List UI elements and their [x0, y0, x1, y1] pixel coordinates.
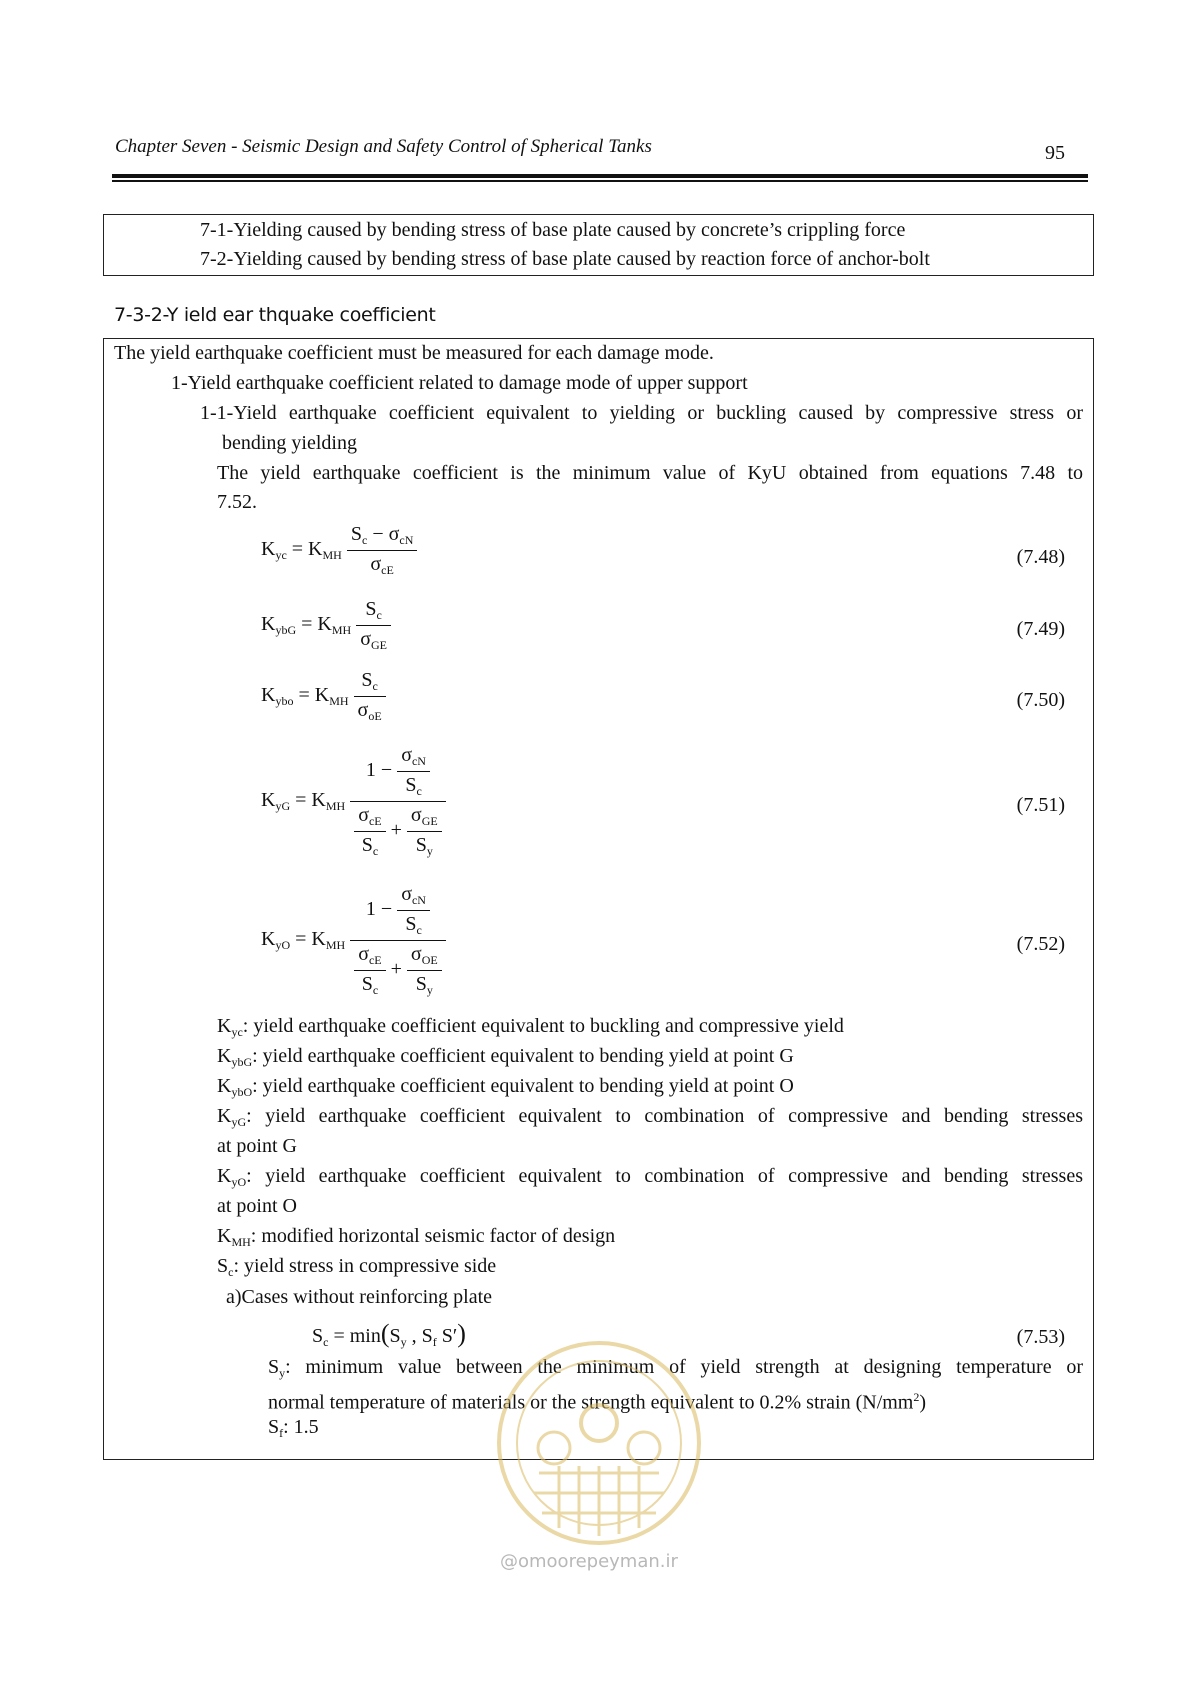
definition-kybo: $K_{ybO}$: yield earthquake coefficient equivalent to bending yield at point O — [217, 1075, 794, 1099]
header-rule-thick — [112, 174, 1088, 178]
section-heading: 7-3-2-Y ield ear thquake coefficient — [114, 304, 436, 326]
equation-7-48: $K_{yc} = K_{MH}$ $\frac{S_c - \sigma_{cN}}{\sigma_{cE}}$ — [261, 523, 417, 578]
equation-7-51: $K_{yG} = K_{MH}$ 1 − $\frac{\sigma_{cN}}{S_c}$ $\frac{\sigma_{cE}}{S_c}$ + $\frac{\sigma_{GE}}{S_y}$ — [261, 744, 446, 859]
page-number: 95 — [1045, 142, 1065, 164]
paragraph-line2: 7.52. — [217, 491, 257, 513]
equation-7-49: $K_{ybG} = K_{MH}$ $\frac{S_c}{\sigma_{GE}}$ — [261, 598, 391, 653]
paragraph-line1: The yield earthquake coefficient is the minimum value of KyU obtained from equations 7.48 to — [217, 462, 1083, 484]
equation-number-7-49: (7.49) — [1016, 618, 1065, 640]
item-1-1-line1: 1-1-Yield earthquake coefficient equivalent to yielding or buckling caused by compressive stress or — [200, 402, 1083, 424]
equation-7-53: $S_c = \min(S_y$ , $S_f$ S′) — [312, 1319, 466, 1349]
equation-number-7-50: (7.50) — [1016, 689, 1065, 711]
definition-sf: $S_f$: 1.5 — [268, 1416, 319, 1440]
definition-kyc: $K_{yc}$: yield earthquake coefficient equivalent to buckling and compressive yield — [217, 1015, 844, 1039]
equation-number-7-52: (7.52) — [1016, 933, 1065, 955]
definition-kyg-line2: at point G — [217, 1135, 297, 1157]
case-a-label: a)Cases without reinforcing plate — [226, 1286, 493, 1308]
equation-7-50: $K_{ybo} = K_{MH}$ $\frac{S_c}{\sigma_{oE}}$ — [261, 669, 386, 724]
definition-kyo-line1: $K_{yO}$: yield earthquake coefficient equivalent to combination of compressive and bending stresses — [217, 1165, 1083, 1189]
definition-kyo-line2: at point O — [217, 1195, 297, 1217]
definition-kybg: $K_{ybG}$: yield earthquake coefficient equivalent to bending yield at point G — [217, 1045, 794, 1069]
definition-sy-line1: $S_y$: minimum value between the minimum of yield strength at designing temperature or — [268, 1356, 1083, 1380]
equation-number-7-53: (7.53) — [1016, 1326, 1065, 1348]
chapter-title: Chapter Seven - Seismic Design and Safety Control of Spherical Tanks — [115, 136, 652, 157]
equation-number-7-48: (7.48) — [1016, 546, 1065, 568]
item-1: 1-Yield earthquake coefficient related to damage mode of upper support — [171, 372, 748, 394]
watermark-logo — [494, 1338, 704, 1548]
definition-sy-line2: normal temperature of materials or the strength equivalent to 0.2% strain $(N/mm^2)$ — [268, 1390, 927, 1414]
equation-number-7-51: (7.51) — [1016, 794, 1065, 816]
damage-mode-7-1: 7-1-Yielding caused by bending stress of base plate caused by concrete’s crippling force — [200, 219, 906, 241]
intro-text: The yield earthquake coefficient must be measured for each damage mode. — [114, 342, 714, 364]
damage-mode-box — [103, 214, 1094, 276]
watermark-text: @omoorepeyman.ir — [500, 1551, 678, 1572]
definition-kmh: $K_{MH}$: modified horizontal seismic factor of design — [217, 1225, 616, 1249]
definition-kyg-line1: $K_{yG}$: yield earthquake coefficient equivalent to combination of compressive and bending stresses — [217, 1105, 1083, 1129]
equation-7-52: $K_{yO} = K_{MH}$ 1 − $\frac{\sigma_{cN}}{S_c}$ $\frac{\sigma_{cE}}{S_c}$ + $\frac{\sigma_{OE}}{S_y}$ — [261, 883, 446, 998]
header-rule-thin — [112, 180, 1088, 182]
definition-sc: $S_c$: yield stress in compressive side — [217, 1255, 497, 1279]
damage-mode-7-2: 7-2-Yielding caused by bending stress of base plate caused by reaction force of anchor-bolt — [200, 248, 930, 270]
item-1-1-line2: bending yielding — [222, 432, 357, 454]
yield-coefficient-box — [103, 338, 1094, 1460]
